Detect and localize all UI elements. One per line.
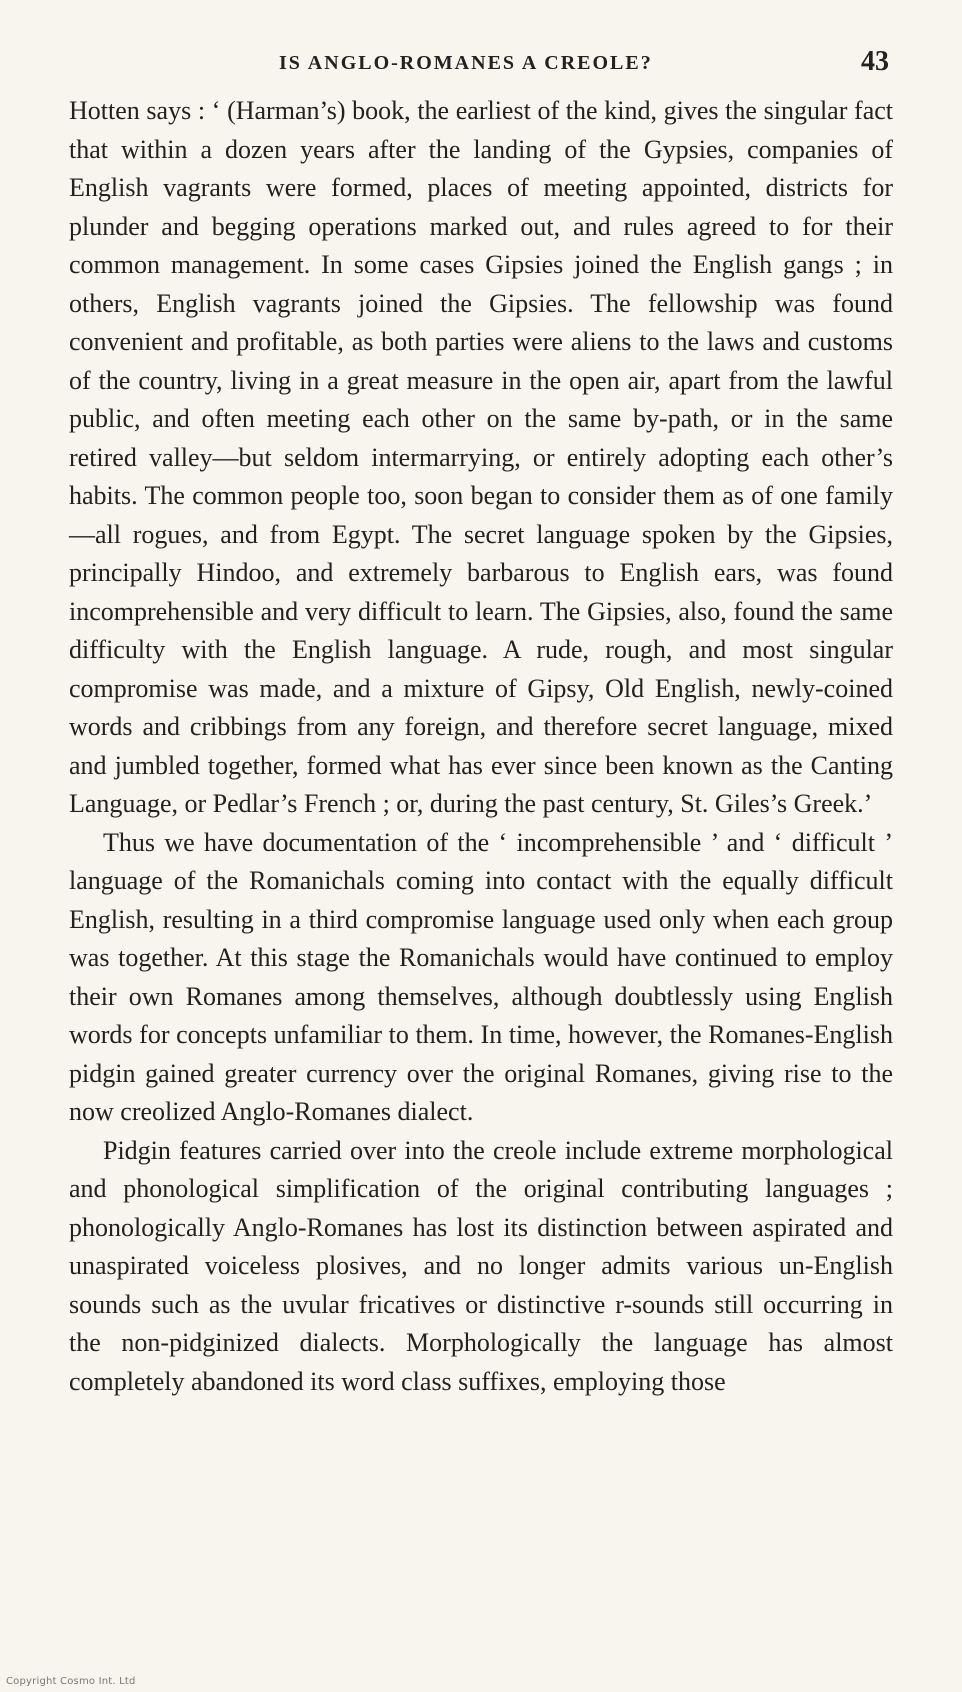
running-head xyxy=(279,46,889,86)
paragraph-pidgin-features: Pidgin features carried over into the creole include extreme morphological and phonological simplification of the original contributing languages ; phonologically Anglo-Romanes has lost its distinction between aspirated and unaspirated voiceless plosives, and no longer admits various un-English sounds such as the uvular fricatives or distinctive r-sounds still occurring in the non-pidginized dialects. Morphologically the language has almost completely abandoned its word class suffixes, employing those xyxy=(69,1135,893,1396)
paragraph-quote: Hotten says : ‘ (Harman’s) book, the earliest of the kind, gives the singular fact that within a dozen years after the landing of the Gypsies, companies of English vagrants were formed, places of meeting appointed, districts for plunder and begging operations marked out, and rules agreed to for their common management. In some cases Gipsies joined the English gangs ; in others, English vagrants joined the Gipsies. The fellowship was found convenient and profitable, as both parties were aliens to the laws and customs of the country, living in a great measure in the open air, apart from the lawful public, and often meeting each other on the same by-path, or in the same retired valley—but seldom intermarrying, or entirely adopting each other’s habits. The common people too, soon began to consider them as of one family —all rogues, and from Egypt. The secret language spoken by the Gipsies, principally Hindoo, and extremely barbarous to English ears, was found incomprehensible and very difficult to learn. The Gipsies, also, found the same difficulty with the English language. A rude, rough, and most singular compromise was made, and a mixture of Gipsy, Old English, newly-coined words and cribbings from any foreign, and therefore secret language, mixed and jumbled together, formed what has ever since been known as the Canting Language, or Pedlar’s French ; or, during the past century, St. Giles’s Greek.’ xyxy=(69,96,893,818)
running-title: IS ANGLO-ROMANES A CREOLE? xyxy=(279,52,653,74)
page-number: 43 xyxy=(861,46,889,77)
copyright-notice: Copyright Cosmo Int. Ltd xyxy=(6,1676,136,1687)
main-text-block xyxy=(69,92,893,1672)
paragraph-documentation: Thus we have documentation of the ‘ incomprehensible ’ and ‘ difficult ’ language of the Romanichals coming into contact with the equally difficult English, resulting in a third compromise language used only when each group was together. At this stage the Romanichals would have continued to employ their own Romanes among themselves, although doubtlessly using English words for concepts unfamiliar to them. In time, however, the Romanes-English pidgin gained greater currency over the original Romanes, giving rise to the now creolized Anglo-Romanes dialect. xyxy=(69,827,893,1126)
